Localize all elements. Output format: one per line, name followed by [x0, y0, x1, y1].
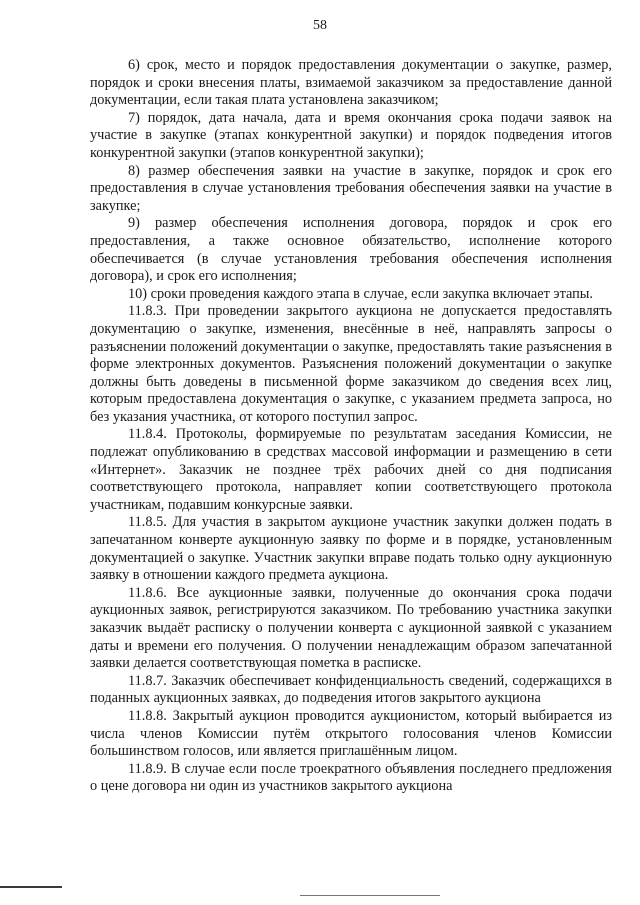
clause-11-8-4: 11.8.4. Протоколы, формируемые по результатам заседания Комиссии, не подлежат опубликованию в средствах массовой информации и размещению в сети «Интернет». Заказчик не позднее трёх рабочих дней со дня подписания соответствующего протокола, направляет копии соответствующего протокола участникам, подавшим конкурсные заявки. — [90, 426, 612, 513]
clause-11-8-9: 11.8.9. В случае если после троекратного объявления последнего предложения о цене договора ни один из участников закрытого аукциона — [90, 760, 612, 795]
paragraph-8: 8) размер обеспечения заявки на участие в закупке, порядок и срок его предоставления в случае установления требования обеспечения заявки на участие в закупке; — [90, 162, 612, 214]
clause-11-8-8: 11.8.8. Закрытый аукцион проводится аукционистом, который выбирается из числа членов Комиссии путём открытого голосования членов Комиссии большинством голосов, или является приглашённым лицом. — [90, 707, 612, 760]
clause-11-8-3: 11.8.3. При проведении закрытого аукциона не допускается предоставлять документацию о закупке, изменения, внесённые в неё, направлять запросы о разъяснении положений документации о закупке, предоставлять такие разъяснения в форме электронных документов. Разъяснения положений документации о закупке должны быть доведены в письменной форме заказчиком до сведения всех лиц, которым предоставлена документация о закупке, с указанием предмета запроса, но без указания участника, от которого поступил запрос. — [90, 303, 612, 425]
paragraph-7: 7) порядок, дата начала, дата и время окончания срока подачи заявок на участие в закупке (этапах конкурентной закупки) и порядок подведения итогов конкурентной закупки (этапов конкурентной закупки); — [90, 109, 612, 161]
page-number: 58 — [313, 18, 327, 33]
clause-11-8-5: 11.8.5. Для участия в закрытом аукционе участник закупки должен подать в запечатанном конверте аукционную заявку по форме и в порядке, установленным документацией о закупке. Участник закупки вправе подать только одну аукционную заявку в отношении каждого предмета аукциона. — [90, 514, 612, 584]
clause-11-8-6: 11.8.6. Все аукционные заявки, полученные до окончания срока подачи аукционных заявок, регистрируются заказчиком. По требованию участника закупки заказчик выдаёт расписку о получении конверта с аукционной заявкой с указанием даты и времени его получения. О получении ненадлежащим образом запечатанной заявки делается соответствующая пометка в расписке. — [90, 584, 612, 672]
clause-11-8-7: 11.8.7. Заказчик обеспечивает конфиденциальность сведений, содержащихся в поданных аукционных заявках, до подведения итогов закрытого аукциона — [90, 672, 612, 707]
paragraph-9: 9) размер обеспечения исполнения договора, порядок и срок его предоставления, а также основное обязательство, исполнение которого обеспечивается (в случае установления требования обеспечения исполнения договора), и срок его исполнения; — [90, 215, 612, 285]
document-body — [90, 57, 612, 796]
paragraph-10: 10) сроки проведения каждого этапа в случае, если закупка включает этапы. — [128, 285, 593, 302]
paragraph-6: 6) срок, место и порядок предоставления документации о закупке, размер, порядок и сроки внесения платы, взимаемой заказчиком за предоставление данной документации, если такая плата установлена заказчиком; — [90, 57, 612, 109]
scan-artifact-line — [300, 895, 440, 896]
scan-artifact-line — [0, 886, 62, 888]
